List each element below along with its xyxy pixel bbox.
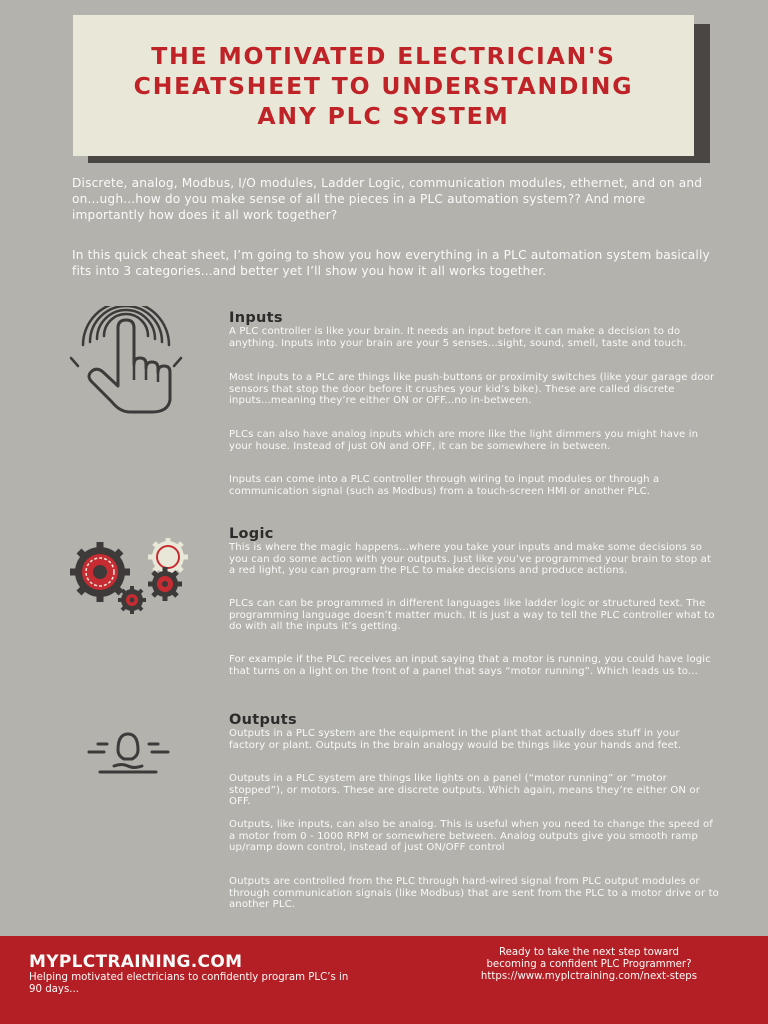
logic-paragraph-1: This is where the magic happens...where you take your inputs and make some decisions so you can do some action with your outputs. Just like you’ve programmed your brain to stop at a red light, you can program the PLC to make decisions and produce actions.	[229, 542, 712, 576]
inputs-paragraph-2: Most inputs to a PLC are things like push-buttons or proximity switches (like your garage door sensors that stop the door before it crushes your kid’s bike). These are called discrete inputs...meaning they’re either ON or OFF...no in-between.	[229, 372, 715, 406]
footer-banner	[0, 936, 768, 1024]
outputs-paragraph-4: Outputs are controlled from the PLC through hard-wired signal from PLC output modules or through communication signals (like Modbus) that are sent from the PLC to a motor drive or to another PLC.	[229, 876, 719, 910]
gears-icon	[54, 538, 202, 622]
inputs-paragraph-1: A PLC controller is like your brain. It needs an input before it can make a decision to do anything. Inputs into your brain are your 5 senses...sight, sound, smell, taste and touch.	[229, 326, 687, 349]
cta-line-1: Ready to take the next step toward	[499, 947, 679, 958]
inputs-paragraph-4: Inputs can come into a PLC controller through wiring to input modules or through a communication signal (such as Modbus) from a touch-screen HMI or another PLC.	[229, 474, 660, 497]
cta-line-2: becoming a confident PLC Programmer?	[486, 959, 692, 970]
footer-brand[interactable]: MYPLCTRAINING.COM	[29, 952, 243, 972]
title-box	[73, 15, 694, 156]
logic-paragraph-3: For example if the PLC receives an input saying that a motor is running, you could have logic that turns on a light on the front of a panel that says “motor running”. Which leads us to...	[229, 654, 711, 677]
outputs-paragraph-3: Outputs, like inputs, can also be analog. This is useful when you need to change the speed of a motor from 0 - 1000 RPM or somewhere between. Analog outputs give you smooth ramp up/ramp down control, instead of just ON/OFF control	[229, 819, 713, 853]
outputs-heading: Outputs	[229, 712, 297, 728]
cta-link[interactable]: https://www.myplctraining.com/next-steps	[480, 971, 698, 982]
inputs-heading: Inputs	[229, 310, 283, 326]
intro-paragraph-1: Discrete, analog, Modbus, I/O modules, Ladder Logic, communication modules, ethernet, and on and on...ugh...how do you make sense of all the pieces in a PLC automation system?? And more importantly how does it all work together?	[72, 176, 703, 222]
logic-paragraph-2: PLCs can can be programmed in different languages like ladder logic or structured text. The programming language doesn’t matter much. It is just a way to tell the PLC controller what to do with all the inputs it’s getting.	[229, 598, 715, 632]
inputs-paragraph-3: PLCs can also have analog inputs which are more like the light dimmers you might have in your house. Instead of just ON and OFF, it can be somewhere in between.	[229, 429, 699, 452]
outputs-paragraph-1: Outputs in a PLC system are the equipment in the plant that actually does stuff in your factory or plant. Outputs in the brain analogy would be things like your hands and feet.	[229, 728, 682, 751]
footer-tagline: Helping motivated electricians to confidently program PLC’s in 90 days...	[29, 972, 349, 995]
page-title: THE MOTIVATED ELECTRICIAN'S CHEATSHEET TO UNDERSTANDING ANY PLC SYSTEM	[133, 41, 634, 130]
intro-paragraph-2: In this quick cheat sheet, I’m going to show you how everything in a PLC automation system basically fits into 3 categories...and better yet I’ll show you how it all works together.	[72, 248, 710, 278]
footer-cta	[439, 947, 739, 983]
pointing-hand-icon	[66, 306, 190, 420]
outputs-paragraph-2: Outputs in a PLC system are things like lights on a panel (“motor running” or “motor stopped”), or motors. These are discrete outputs. Which again, means they’re either ON or OFF.	[229, 773, 700, 807]
light-bulb-icon	[86, 728, 172, 782]
logic-heading: Logic	[229, 526, 274, 542]
